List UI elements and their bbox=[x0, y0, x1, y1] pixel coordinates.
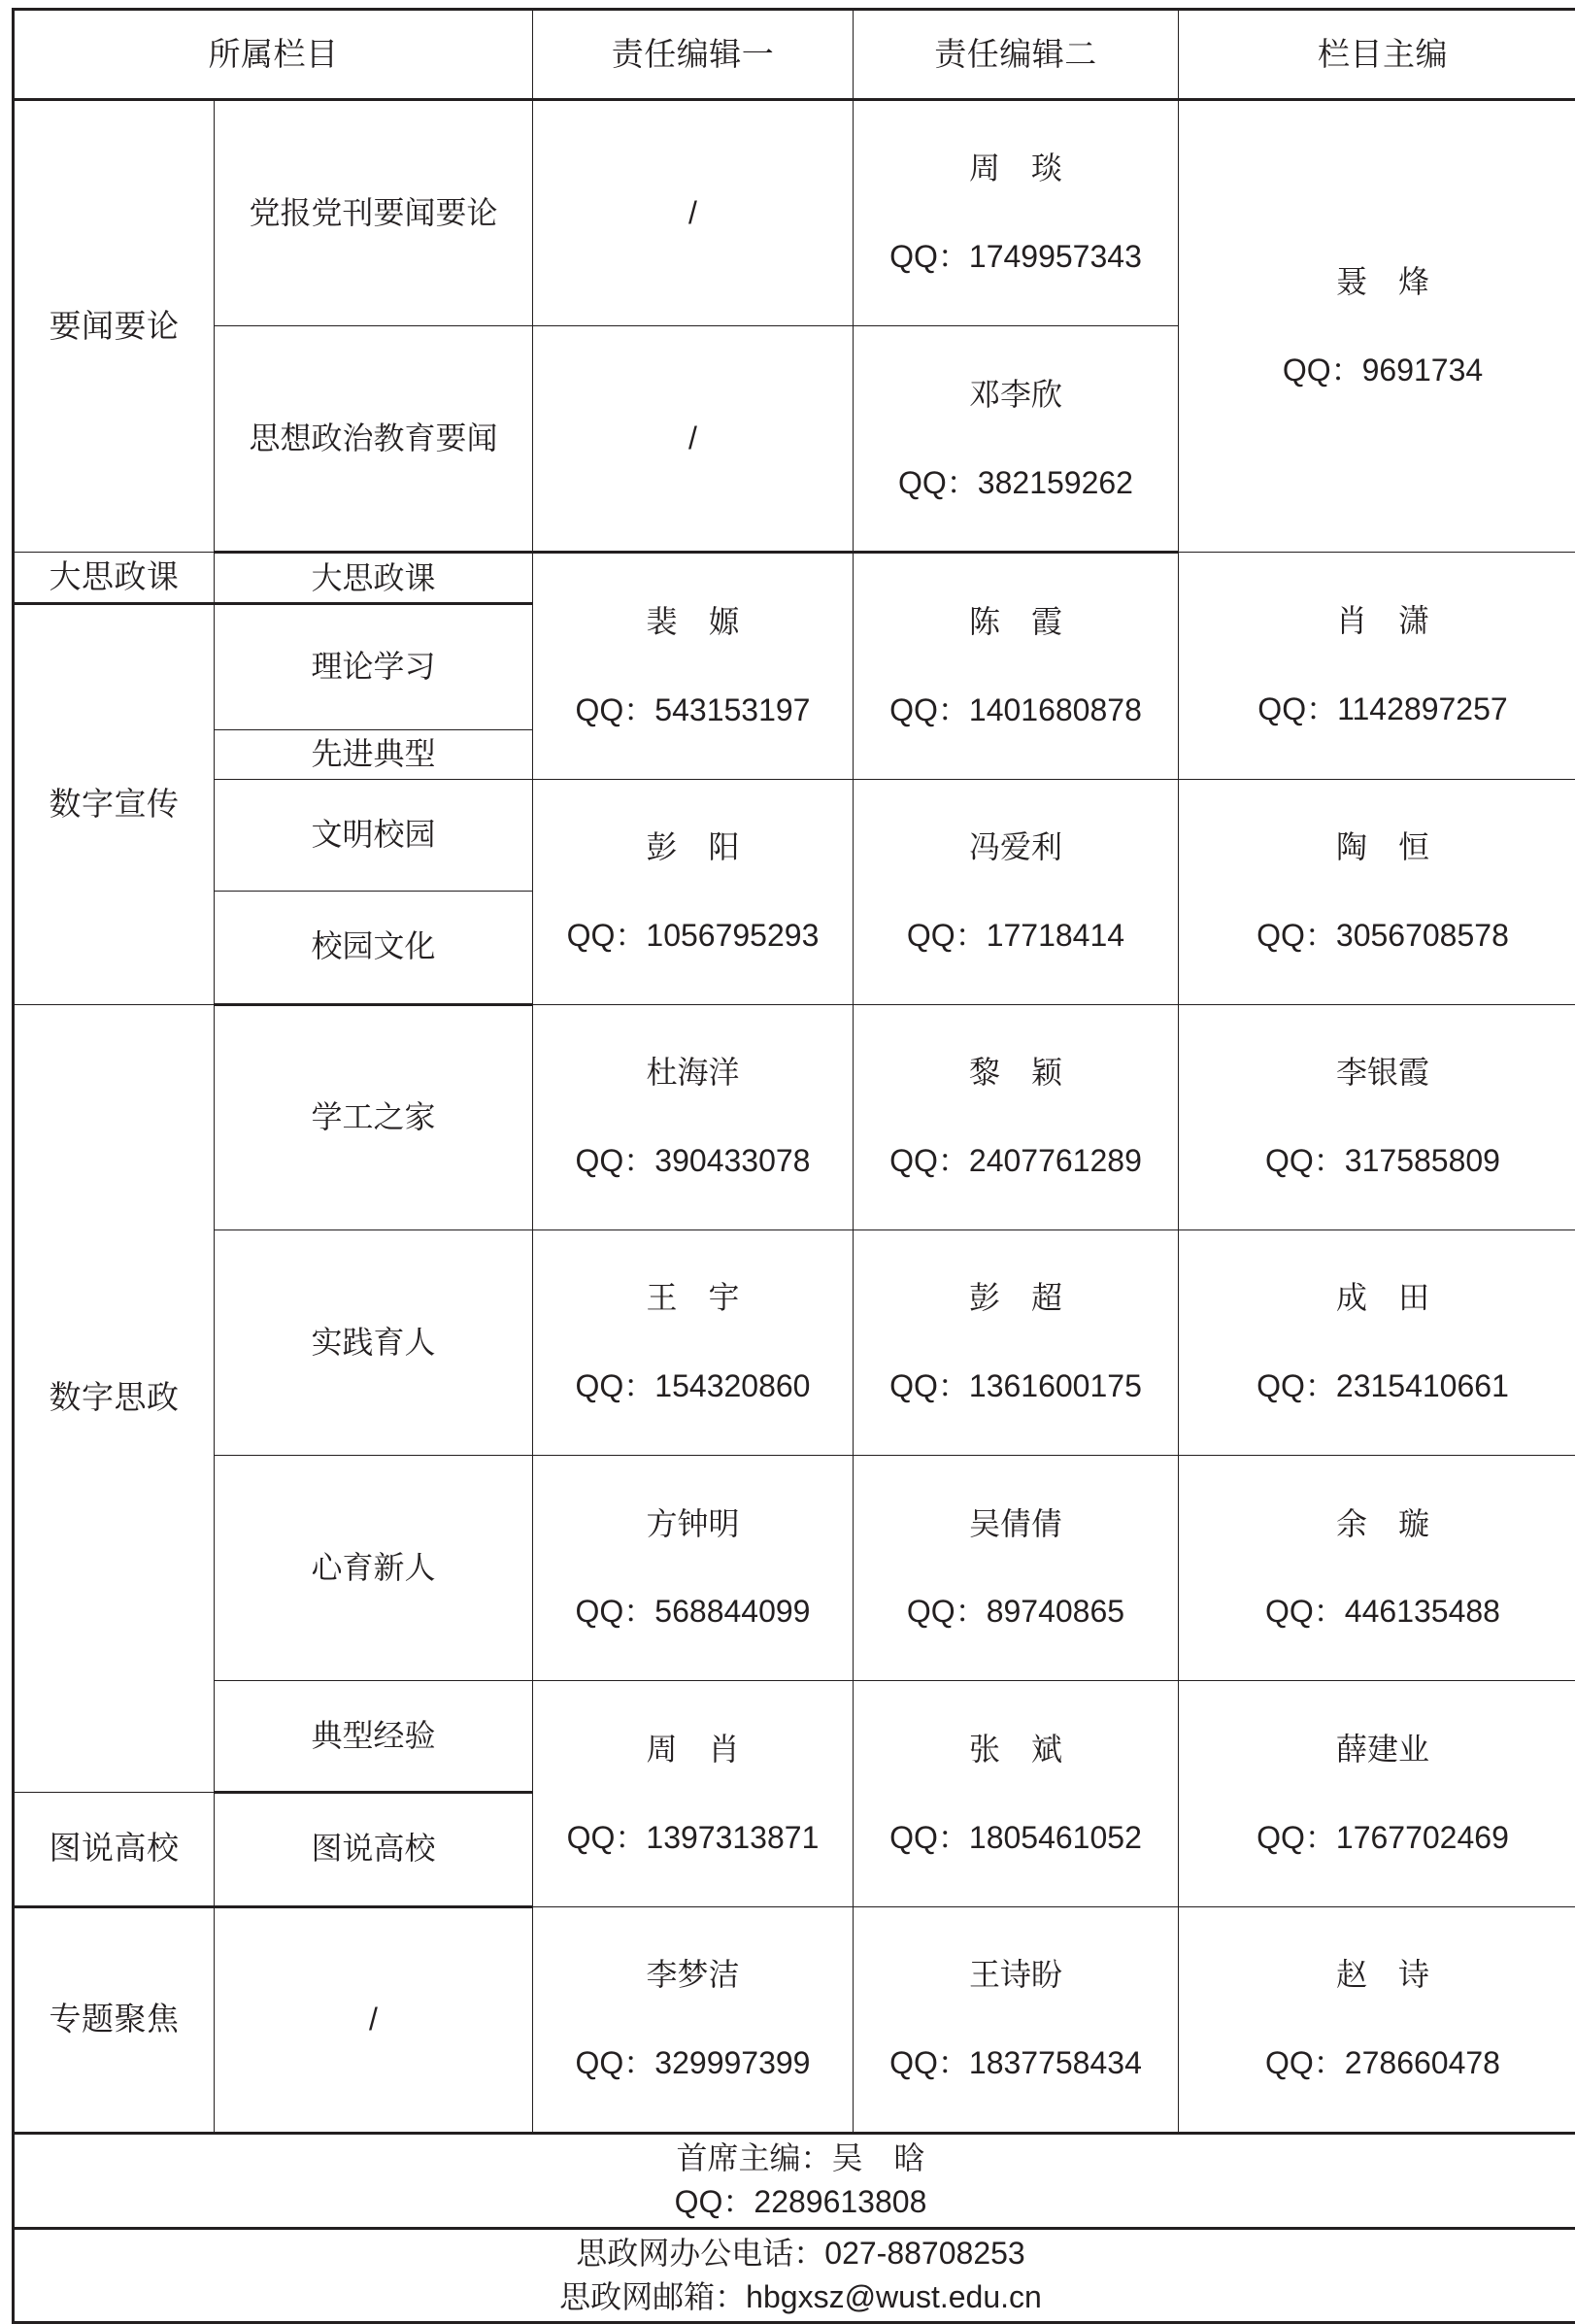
editor-qq: QQ：329997399 bbox=[537, 2041, 849, 2085]
subcolumn-cell-xiaoyuan: 校园文化 bbox=[215, 891, 533, 1004]
editor-name: 周 肖 bbox=[537, 1728, 849, 1771]
editor-one-cell-dangbao: / bbox=[533, 100, 854, 326]
subcolumn-cell-dianxing: 典型经验 bbox=[215, 1681, 533, 1793]
editor-name: 吴倩倩 bbox=[857, 1502, 1174, 1546]
editor-qq: QQ：317585809 bbox=[1183, 1139, 1575, 1183]
group-cell-shuzisizheng: 数字思政 bbox=[14, 1004, 215, 1792]
table-row bbox=[14, 1906, 1575, 2133]
editor-one-cell-zhouxiao bbox=[533, 1681, 854, 1906]
editor-two-cell-dangbao bbox=[854, 100, 1179, 326]
editor-qq: QQ：1767702469 bbox=[1183, 1816, 1575, 1860]
header-column-editor-two: 责任编辑二 bbox=[854, 10, 1179, 100]
editor-qq: QQ：1805461052 bbox=[857, 1816, 1174, 1860]
subcolumn-cell-sixiang: 思想政治教育要闻 bbox=[215, 326, 533, 553]
editor-name: 冯爱利 bbox=[857, 825, 1174, 869]
editor-one-cell-sixiang: / bbox=[533, 326, 854, 553]
editor-qq: QQ：1142897257 bbox=[1183, 688, 1575, 731]
contact-footer bbox=[14, 2228, 1575, 2323]
group-cell-yaowen: 要闻要论 bbox=[14, 100, 215, 553]
chief-editor-cell-zhaoshi bbox=[1179, 1906, 1575, 2133]
editor-qq: QQ：2315410661 bbox=[1183, 1364, 1575, 1408]
editor-one-cell-fangzhongming bbox=[533, 1456, 854, 1681]
editor-qq: QQ：278660478 bbox=[1183, 2041, 1575, 2085]
subcolumn-cell-shijian: 实践育人 bbox=[215, 1229, 533, 1455]
editor-name: 陶 恒 bbox=[1183, 825, 1575, 869]
table-row-contact bbox=[14, 2228, 1575, 2323]
editor-qq: QQ：543153197 bbox=[537, 689, 849, 732]
subcolumn-cell-dangbao: 党报党刊要闻要论 bbox=[215, 100, 533, 326]
table-row bbox=[14, 1004, 1575, 1229]
editor-two-cell-fengaili bbox=[854, 779, 1179, 1004]
chief-editor-cell-xuejianye bbox=[1179, 1681, 1575, 1906]
chief-editor-cell-taoheng bbox=[1179, 779, 1575, 1004]
subcolumn-cell-lilun: 理论学习 bbox=[215, 604, 533, 730]
editor-one-cell-wangyu bbox=[533, 1229, 854, 1455]
editor-name: 黎 颖 bbox=[857, 1051, 1174, 1095]
editor-name: 李银霞 bbox=[1183, 1051, 1575, 1095]
editor-qq: QQ：89740865 bbox=[857, 1590, 1174, 1634]
editor-one-cell-pengyang bbox=[533, 779, 854, 1004]
editor-name: 裴 嫄 bbox=[537, 600, 849, 644]
editor-qq: QQ：568844099 bbox=[537, 1590, 849, 1634]
subcolumn-cell-xuegong: 学工之家 bbox=[215, 1004, 533, 1229]
table-row bbox=[14, 1681, 1575, 1793]
office-email: 思政网邮箱：hbgxsz@wust.edu.cn bbox=[18, 2275, 1575, 2319]
group-cell-zhuantijujiao: 专题聚焦 bbox=[14, 1906, 215, 2133]
editor-two-cell-liying bbox=[854, 1004, 1179, 1229]
group-cell-shuzixuanchuan: 数字宣传 bbox=[14, 604, 215, 1005]
editor-name: 方钟明 bbox=[537, 1502, 849, 1546]
chief-editor-cell-yuxuan bbox=[1179, 1456, 1575, 1681]
table-row bbox=[14, 100, 1575, 326]
editor-qq: QQ：17718414 bbox=[857, 914, 1174, 958]
editor-contact-table bbox=[12, 8, 1575, 2324]
editor-qq: QQ：382159262 bbox=[857, 461, 1174, 505]
chief-editor-cell-chengtian bbox=[1179, 1229, 1575, 1455]
chief-editor-cell-xiaoxiao bbox=[1179, 553, 1575, 779]
group-cell-tushuogaoxiao: 图说高校 bbox=[14, 1792, 215, 1906]
editor-qq: QQ：1397313871 bbox=[537, 1816, 849, 1860]
editor-one-cell-duhaiyang bbox=[533, 1004, 854, 1229]
office-phone: 思政网办公电话：027-88708253 bbox=[18, 2232, 1575, 2275]
table-header-row bbox=[14, 10, 1575, 100]
editor-qq: QQ：1361600175 bbox=[857, 1364, 1174, 1408]
subcolumn-cell-zhuantijujiao-slash: / bbox=[215, 1906, 533, 2133]
editor-name: 肖 潇 bbox=[1183, 599, 1575, 643]
chief-editor-footer bbox=[14, 2133, 1575, 2228]
table-row bbox=[14, 1456, 1575, 1681]
subcolumn-cell-xinyu: 心育新人 bbox=[215, 1456, 533, 1681]
editor-two-cell-chenxia bbox=[854, 553, 1179, 779]
table-row bbox=[14, 1229, 1575, 1455]
editor-two-cell-pengchao bbox=[854, 1229, 1179, 1455]
table-row bbox=[14, 779, 1575, 891]
editor-qq: QQ：3056708578 bbox=[1183, 914, 1575, 958]
editor-qq: QQ：2407761289 bbox=[857, 1139, 1174, 1183]
editor-two-cell-sixiang bbox=[854, 326, 1179, 553]
group-cell-dasizheng: 大思政课 bbox=[14, 553, 215, 604]
editor-qq: QQ：9691734 bbox=[1183, 349, 1575, 392]
editor-name: 陈 霞 bbox=[857, 600, 1174, 644]
editor-qq: QQ：446135488 bbox=[1183, 1590, 1575, 1634]
subcolumn-cell-dasizhengke: 大思政课 bbox=[215, 553, 533, 604]
editor-one-cell-peiyuan bbox=[533, 553, 854, 779]
chief-editor-name: 首席主编：吴 晗 bbox=[18, 2137, 1575, 2180]
editor-name: 张 斌 bbox=[857, 1728, 1174, 1771]
header-column-editor-one: 责任编辑一 bbox=[533, 10, 854, 100]
editor-qq: QQ：1056795293 bbox=[537, 914, 849, 958]
editor-qq: QQ：1837758434 bbox=[857, 2041, 1174, 2085]
header-column-category: 所属栏目 bbox=[14, 10, 533, 100]
editor-name: 薛建业 bbox=[1183, 1728, 1575, 1771]
table-row bbox=[14, 553, 1575, 604]
editor-two-cell-wuqianqian bbox=[854, 1456, 1179, 1681]
header-column-chief: 栏目主编 bbox=[1179, 10, 1575, 100]
editor-qq: QQ：1749957343 bbox=[857, 235, 1174, 279]
editor-name: 周 琰 bbox=[857, 147, 1174, 190]
editor-name: 杜海洋 bbox=[537, 1051, 849, 1095]
subcolumn-cell-tushuo: 图说高校 bbox=[215, 1792, 533, 1906]
editor-name: 彭 阳 bbox=[537, 825, 849, 869]
chief-editor-cell-yaowen bbox=[1179, 100, 1575, 553]
subcolumn-cell-xianjin: 先进典型 bbox=[215, 730, 533, 779]
editor-qq: QQ：390433078 bbox=[537, 1139, 849, 1183]
editor-qq: QQ：1401680878 bbox=[857, 689, 1174, 732]
editor-name: 邓李欣 bbox=[857, 373, 1174, 417]
subcolumn-cell-wenming: 文明校园 bbox=[215, 779, 533, 891]
editor-two-cell-zhangbin bbox=[854, 1681, 1179, 1906]
chief-editor-cell-liyinxia bbox=[1179, 1004, 1575, 1229]
editor-two-cell-wangshipan bbox=[854, 1906, 1179, 2133]
editor-name: 余 璇 bbox=[1183, 1502, 1575, 1546]
editor-name: 聂 烽 bbox=[1183, 260, 1575, 304]
table-row-chief-editor bbox=[14, 2133, 1575, 2228]
editor-one-cell-limengjie bbox=[533, 1906, 854, 2133]
editor-name: 王诗盼 bbox=[857, 1953, 1174, 1997]
editor-name: 李梦洁 bbox=[537, 1953, 849, 1997]
editor-name: 成 田 bbox=[1183, 1276, 1575, 1320]
editor-name: 赵 诗 bbox=[1183, 1953, 1575, 1997]
editor-name: 彭 超 bbox=[857, 1276, 1174, 1320]
editor-qq: QQ：154320860 bbox=[537, 1364, 849, 1408]
editor-name: 王 宇 bbox=[537, 1276, 849, 1320]
chief-editor-qq: QQ：2289613808 bbox=[18, 2180, 1575, 2224]
